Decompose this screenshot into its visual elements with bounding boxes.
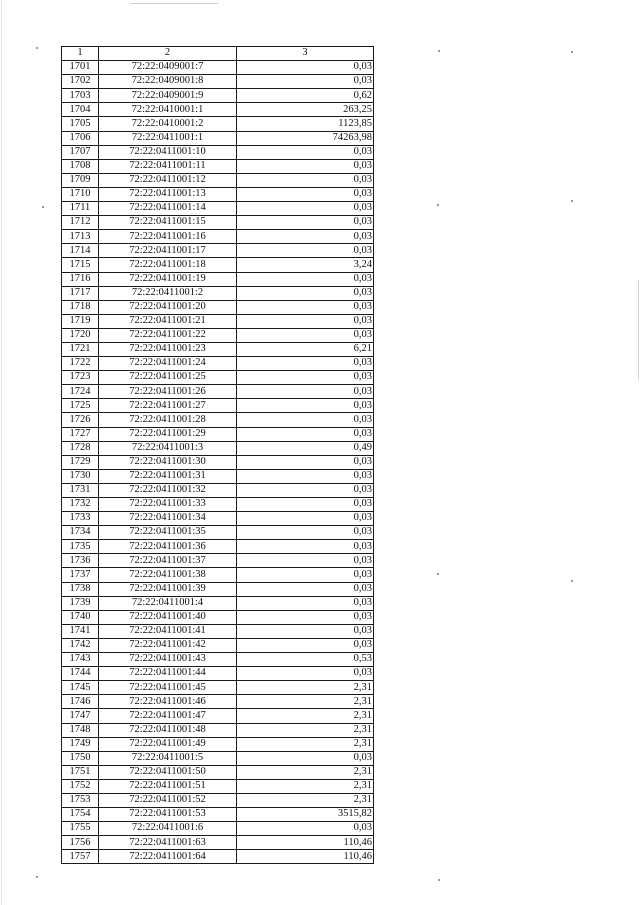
row-number-cell: 1716 <box>62 272 99 286</box>
row-number-cell: 1752 <box>62 779 99 793</box>
row-number-cell: 1724 <box>62 385 99 399</box>
cadastral-number-cell: 72:22:0411001:19 <box>99 272 237 286</box>
row-number-cell: 1751 <box>62 765 99 779</box>
row-number-cell: 1704 <box>62 103 99 117</box>
cadastral-number-cell: 72:22:0411001:46 <box>99 695 237 709</box>
table-row <box>62 441 374 455</box>
area-value-cell: 2,31 <box>237 723 374 737</box>
table-row <box>62 723 374 737</box>
cadastral-number-cell: 72:22:0411001:44 <box>99 667 237 681</box>
area-value-cell: 6,21 <box>237 342 374 356</box>
area-value-cell: 0,03 <box>237 822 374 836</box>
row-number-cell: 1705 <box>62 117 99 131</box>
table-row <box>62 526 374 540</box>
row-number-cell: 1735 <box>62 540 99 554</box>
cadastral-number-cell: 72:22:0411001:52 <box>99 793 237 807</box>
area-value-cell: 0,03 <box>237 582 374 596</box>
table-row <box>62 187 374 201</box>
table-row <box>62 779 374 793</box>
area-value-cell: 2,31 <box>237 779 374 793</box>
table-row <box>62 822 374 836</box>
cadastral-number-cell: 72:22:0411001:45 <box>99 681 237 695</box>
cadastral-number-cell: 72:22:0411001:43 <box>99 653 237 667</box>
area-value-cell: 0,03 <box>237 751 374 765</box>
table-row <box>62 427 374 441</box>
row-number-cell: 1727 <box>62 427 99 441</box>
table-row <box>62 230 374 244</box>
cadastral-number-cell: 72:22:0411001:29 <box>99 427 237 441</box>
table-row <box>62 638 374 652</box>
cadastral-number-cell: 72:22:0411001:14 <box>99 202 237 216</box>
area-value-cell: 0,03 <box>237 75 374 89</box>
area-value-cell: 3515,82 <box>237 808 374 822</box>
table-row <box>62 342 374 356</box>
area-value-cell: 0,03 <box>237 568 374 582</box>
area-value-cell: 0,03 <box>237 667 374 681</box>
row-number-cell: 1717 <box>62 286 99 300</box>
table-row <box>62 624 374 638</box>
table-row <box>62 765 374 779</box>
table-row <box>62 836 374 850</box>
area-value-cell: 0,03 <box>237 244 374 258</box>
cadastral-number-cell: 72:22:0409001:9 <box>99 89 237 103</box>
table-row <box>62 483 374 497</box>
row-number-cell: 1711 <box>62 202 99 216</box>
table-body <box>62 61 374 864</box>
cadastral-number-cell: 72:22:0411001:32 <box>99 483 237 497</box>
area-value-cell: 0,03 <box>237 272 374 286</box>
scan-right-edge <box>638 280 639 380</box>
cadastral-number-cell: 72:22:0411001:38 <box>99 568 237 582</box>
row-number-cell: 1715 <box>62 258 99 272</box>
area-value-cell: 2,31 <box>237 765 374 779</box>
table-row <box>62 371 374 385</box>
table-row <box>62 117 374 131</box>
row-number-cell: 1746 <box>62 695 99 709</box>
cadastral-number-cell: 72:22:0411001:41 <box>99 624 237 638</box>
area-value-cell: 0,03 <box>237 512 374 526</box>
area-value-cell: 2,31 <box>237 737 374 751</box>
cadastral-number-cell: 72:22:0411001:63 <box>99 836 237 850</box>
row-number-cell: 1736 <box>62 554 99 568</box>
area-value-cell: 0,03 <box>237 286 374 300</box>
cadastral-number-cell: 72:22:0411001:15 <box>99 216 237 230</box>
scan-speck <box>36 876 38 878</box>
cadastral-number-cell: 72:22:0411001:30 <box>99 455 237 469</box>
area-value-cell: 2,31 <box>237 709 374 723</box>
area-value-cell: 0,62 <box>237 89 374 103</box>
cadastral-number-cell: 72:22:0411001:25 <box>99 371 237 385</box>
area-value-cell: 0,03 <box>237 159 374 173</box>
table-row <box>62 582 374 596</box>
row-number-cell: 1731 <box>62 483 99 497</box>
row-number-cell: 1732 <box>62 498 99 512</box>
row-number-cell: 1721 <box>62 342 99 356</box>
row-number-cell: 1740 <box>62 610 99 624</box>
area-value-cell: 0,03 <box>237 357 374 371</box>
area-value-cell: 0,03 <box>237 455 374 469</box>
row-number-cell: 1728 <box>62 441 99 455</box>
column-header-3: 3 <box>237 47 374 61</box>
cadastral-number-cell: 72:22:0409001:7 <box>99 61 237 75</box>
table-row <box>62 512 374 526</box>
area-value-cell: 0,03 <box>237 385 374 399</box>
area-value-cell: 1123,85 <box>237 117 374 131</box>
table-row <box>62 385 374 399</box>
row-number-cell: 1744 <box>62 667 99 681</box>
area-value-cell: 0,49 <box>237 441 374 455</box>
table-row <box>62 681 374 695</box>
row-number-cell: 1748 <box>62 723 99 737</box>
row-number-cell: 1745 <box>62 681 99 695</box>
area-value-cell: 0,03 <box>237 554 374 568</box>
scan-speck <box>571 200 573 202</box>
cadastral-number-cell: 72:22:0411001:50 <box>99 765 237 779</box>
table-row <box>62 314 374 328</box>
area-value-cell: 110,46 <box>237 850 374 864</box>
cadastral-number-cell: 72:22:0411001:42 <box>99 638 237 652</box>
area-value-cell: 0,03 <box>237 610 374 624</box>
scan-speck <box>36 47 38 49</box>
area-value-cell: 263,25 <box>237 103 374 117</box>
area-value-cell: 0,03 <box>237 624 374 638</box>
cadastral-number-cell: 72:22:0411001:13 <box>99 187 237 201</box>
table-row <box>62 145 374 159</box>
row-number-cell: 1734 <box>62 526 99 540</box>
table-row <box>62 89 374 103</box>
cadastral-number-cell: 72:22:0411001:1 <box>99 131 237 145</box>
area-value-cell: 0,03 <box>237 469 374 483</box>
row-number-cell: 1757 <box>62 850 99 864</box>
cadastral-number-cell: 72:22:0411001:33 <box>99 498 237 512</box>
cadastral-number-cell: 72:22:0411001:17 <box>99 244 237 258</box>
area-value-cell: 0,03 <box>237 314 374 328</box>
row-number-cell: 1708 <box>62 159 99 173</box>
cadastral-number-cell: 72:22:0411001:27 <box>99 399 237 413</box>
row-number-cell: 1756 <box>62 836 99 850</box>
column-header-2: 2 <box>99 47 237 61</box>
row-number-cell: 1712 <box>62 216 99 230</box>
row-number-cell: 1720 <box>62 328 99 342</box>
area-value-cell: 0,03 <box>237 483 374 497</box>
cadastral-number-cell: 72:22:0411001:64 <box>99 850 237 864</box>
cadastral-number-cell: 72:22:0411001:6 <box>99 822 237 836</box>
row-number-cell: 1729 <box>62 455 99 469</box>
row-number-cell: 1714 <box>62 244 99 258</box>
cadastral-number-cell: 72:22:0411001:21 <box>99 314 237 328</box>
cadastral-number-cell: 72:22:0411001:26 <box>99 385 237 399</box>
cadastral-number-cell: 72:22:0411001:40 <box>99 610 237 624</box>
row-number-cell: 1742 <box>62 638 99 652</box>
cadastral-number-cell: 72:22:0411001:4 <box>99 596 237 610</box>
area-value-cell: 110,46 <box>237 836 374 850</box>
row-number-cell: 1747 <box>62 709 99 723</box>
table-row <box>62 793 374 807</box>
area-value-cell: 0,03 <box>237 187 374 201</box>
cadastral-number-cell: 72:22:0411001:49 <box>99 737 237 751</box>
row-number-cell: 1709 <box>62 173 99 187</box>
row-number-cell: 1737 <box>62 568 99 582</box>
cadastral-number-cell: 72:22:0411001:20 <box>99 300 237 314</box>
cadastral-number-cell: 72:22:0411001:22 <box>99 328 237 342</box>
cadastral-number-cell: 72:22:0411001:48 <box>99 723 237 737</box>
cadastral-number-cell: 72:22:0411001:51 <box>99 779 237 793</box>
cadastral-number-cell: 72:22:0411001:47 <box>99 709 237 723</box>
area-value-cell: 0,03 <box>237 371 374 385</box>
table-row <box>62 737 374 751</box>
row-number-cell: 1701 <box>62 61 99 75</box>
table-row <box>62 244 374 258</box>
area-value-cell: 0,03 <box>237 202 374 216</box>
cadastral-number-cell: 72:22:0411001:53 <box>99 808 237 822</box>
table-row <box>62 667 374 681</box>
table-row <box>62 498 374 512</box>
area-value-cell: 0,03 <box>237 526 374 540</box>
cadastral-number-cell: 72:22:0411001:34 <box>99 512 237 526</box>
row-number-cell: 1733 <box>62 512 99 526</box>
cadastral-number-cell: 72:22:0411001:24 <box>99 357 237 371</box>
area-value-cell: 0,03 <box>237 399 374 413</box>
area-value-cell: 3,24 <box>237 258 374 272</box>
row-number-cell: 1718 <box>62 300 99 314</box>
cadastral-number-cell: 72:22:0409001:8 <box>99 75 237 89</box>
scan-speck <box>42 206 44 208</box>
area-value-cell: 0,03 <box>237 427 374 441</box>
table-row <box>62 286 374 300</box>
area-value-cell: 0,03 <box>237 145 374 159</box>
table-row <box>62 850 374 864</box>
scan-top-rule <box>130 3 218 4</box>
row-number-cell: 1722 <box>62 357 99 371</box>
table-row <box>62 159 374 173</box>
row-number-cell: 1702 <box>62 75 99 89</box>
row-number-cell: 1750 <box>62 751 99 765</box>
area-value-cell: 0,03 <box>237 300 374 314</box>
table-row <box>62 653 374 667</box>
table-row <box>62 75 374 89</box>
cadastral-number-cell: 72:22:0411001:12 <box>99 173 237 187</box>
row-number-cell: 1741 <box>62 624 99 638</box>
cadastral-number-cell: 72:22:0411001:5 <box>99 751 237 765</box>
row-number-cell: 1754 <box>62 808 99 822</box>
cadastral-number-cell: 72:22:0411001:35 <box>99 526 237 540</box>
table-row <box>62 540 374 554</box>
row-number-cell: 1723 <box>62 371 99 385</box>
table-row <box>62 455 374 469</box>
area-value-cell: 2,31 <box>237 695 374 709</box>
row-number-cell: 1730 <box>62 469 99 483</box>
row-number-cell: 1743 <box>62 653 99 667</box>
row-number-cell: 1713 <box>62 230 99 244</box>
area-value-cell: 0,53 <box>237 653 374 667</box>
table-row <box>62 173 374 187</box>
cadastral-number-cell: 72:22:0411001:10 <box>99 145 237 159</box>
row-number-cell: 1739 <box>62 596 99 610</box>
scan-speck <box>438 50 440 52</box>
scan-left-edge <box>1 0 2 905</box>
scan-speck <box>438 879 440 881</box>
cadastral-number-cell: 72:22:0411001:3 <box>99 441 237 455</box>
table-row <box>62 568 374 582</box>
cadastral-number-cell: 72:22:0411001:36 <box>99 540 237 554</box>
area-value-cell: 0,03 <box>237 230 374 244</box>
cadastral-number-cell: 72:22:0411001:23 <box>99 342 237 356</box>
table-row <box>62 399 374 413</box>
row-number-cell: 1706 <box>62 131 99 145</box>
area-value-cell: 0,03 <box>237 216 374 230</box>
cadastral-number-cell: 72:22:0411001:28 <box>99 413 237 427</box>
cadastral-table <box>61 46 374 864</box>
scan-speck <box>437 573 439 575</box>
row-number-cell: 1707 <box>62 145 99 159</box>
cadastral-number-cell: 72:22:0411001:11 <box>99 159 237 173</box>
table-row <box>62 596 374 610</box>
cadastral-number-cell: 72:22:0411001:18 <box>99 258 237 272</box>
table-row <box>62 328 374 342</box>
cadastral-number-cell: 72:22:0411001:16 <box>99 230 237 244</box>
row-number-cell: 1719 <box>62 314 99 328</box>
area-value-cell: 0,03 <box>237 638 374 652</box>
table-row <box>62 103 374 117</box>
table-row <box>62 357 374 371</box>
scan-speck <box>571 580 573 582</box>
table-row <box>62 300 374 314</box>
scan-speck <box>437 204 439 206</box>
cadastral-number-cell: 72:22:0410001:1 <box>99 103 237 117</box>
table-row <box>62 695 374 709</box>
table-row <box>62 469 374 483</box>
table-row <box>62 751 374 765</box>
area-value-cell: 0,03 <box>237 61 374 75</box>
column-header-1: 1 <box>62 47 99 61</box>
table-header-row <box>62 47 374 61</box>
row-number-cell: 1726 <box>62 413 99 427</box>
table-row <box>62 258 374 272</box>
area-value-cell: 0,03 <box>237 328 374 342</box>
area-value-cell: 2,31 <box>237 681 374 695</box>
area-value-cell: 0,03 <box>237 540 374 554</box>
row-number-cell: 1753 <box>62 793 99 807</box>
area-value-cell: 0,03 <box>237 173 374 187</box>
row-number-cell: 1703 <box>62 89 99 103</box>
area-value-cell: 0,03 <box>237 596 374 610</box>
table-row <box>62 272 374 286</box>
table-row <box>62 554 374 568</box>
table-row <box>62 610 374 624</box>
cadastral-number-cell: 72:22:0411001:31 <box>99 469 237 483</box>
area-value-cell: 0,03 <box>237 413 374 427</box>
cadastral-number-cell: 72:22:0411001:37 <box>99 554 237 568</box>
row-number-cell: 1738 <box>62 582 99 596</box>
area-value-cell: 2,31 <box>237 793 374 807</box>
table-row <box>62 216 374 230</box>
row-number-cell: 1755 <box>62 822 99 836</box>
cadastral-number-cell: 72:22:0410001:2 <box>99 117 237 131</box>
row-number-cell: 1710 <box>62 187 99 201</box>
scan-speck <box>571 51 573 53</box>
table-row <box>62 61 374 75</box>
table-row <box>62 202 374 216</box>
row-number-cell: 1725 <box>62 399 99 413</box>
table-row <box>62 808 374 822</box>
cadastral-number-cell: 72:22:0411001:39 <box>99 582 237 596</box>
cadastral-number-cell: 72:22:0411001:2 <box>99 286 237 300</box>
row-number-cell: 1749 <box>62 737 99 751</box>
table-row <box>62 131 374 145</box>
table-row <box>62 709 374 723</box>
area-value-cell: 0,03 <box>237 498 374 512</box>
area-value-cell: 74263,98 <box>237 131 374 145</box>
table-row <box>62 413 374 427</box>
